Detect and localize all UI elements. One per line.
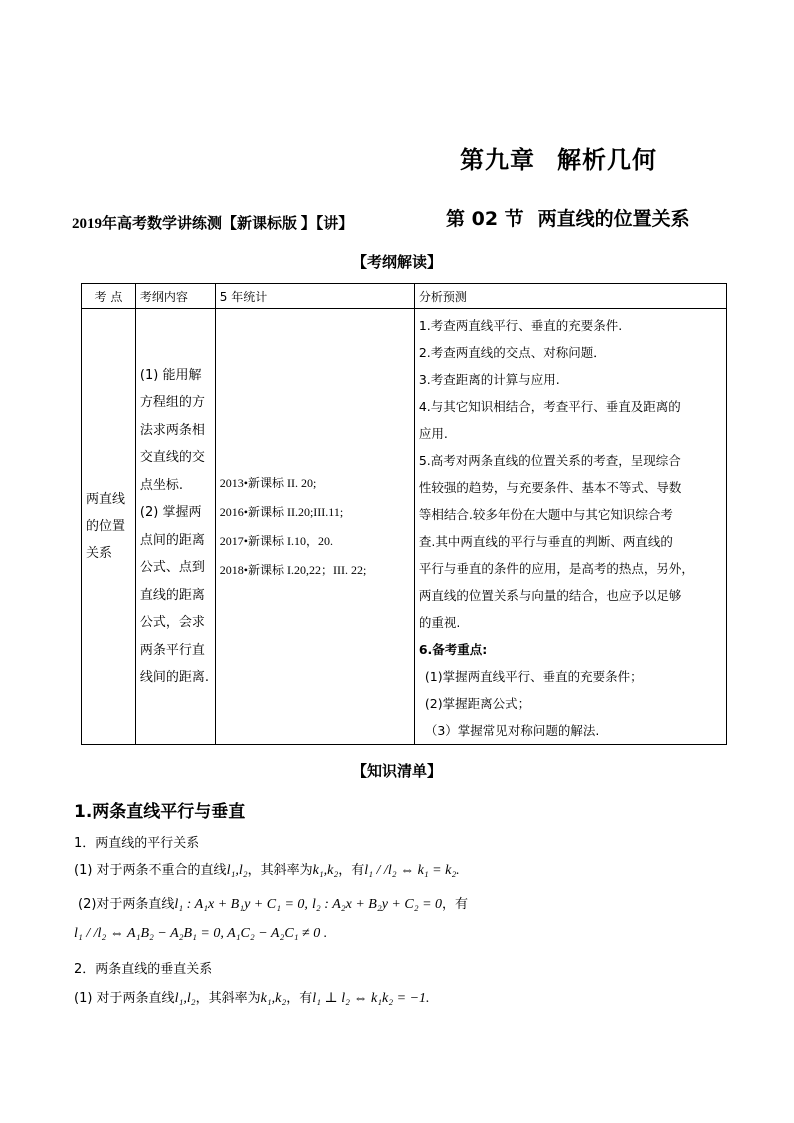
chapter-heading [460,140,657,175]
column-header: 考 点 [82,284,136,309]
requirement-cell: (1) 能用解 方程组的方 法求两条相 交直线的交 点坐标. (2) 掌握两 点间的距离 公式、点到 直线的距离 公式，会求 两条平行直 线间的距离. [135,309,215,745]
section-title [446,204,690,231]
focus-item: (1)掌握两直线平行、垂直的充要条件； [424,669,643,684]
section-1-title: 1.两条直线平行与垂直 [74,802,246,822]
paragraph: (1) 对于两条不重合的直线l₁,l₂，其斜率为k₁,k₂，有l₁ / /l₂ ⇔ k₁ = k₂. [74,863,460,878]
chapter-title: 解析几何 [557,145,657,174]
table-header-row [82,284,727,309]
column-header: 考纲内容 [135,284,215,309]
subheading: 2．两条直线的垂直关系 [74,962,213,977]
column-header: 分析预测 [414,284,726,309]
math-expression: l₁,l₂ [226,863,248,878]
math-expression: k₁,k₂ [260,991,287,1006]
section-name: 两直线的位置关系 [537,208,690,230]
paragraph [74,926,327,942]
paragraph: (1) 对于两条直线l₁,l₂，其斜率为k₁,k₂，有l₁ ⊥ l₂ ⇔ k₁k₂ = −1. [74,991,430,1006]
subheading: 1．两直线的平行关系 [74,836,200,851]
chapter-label: 第九章 [460,145,535,174]
syllabus-heading: 【考纲解读】 [351,253,442,271]
math-formula: l₂ : A₂x + B₂y + C₂ = 0 [312,897,443,912]
math-formula: l₁ : A₁x + B₁y + C₁ = 0, [174,897,308,912]
section-label: 第 02 节 [446,208,524,230]
math-formula: l₁ / /l₂ ⇔ k₁ = k₂. [364,863,460,878]
focus-item: （3）掌握常见对称问题的解法. [424,723,600,738]
math-expression: l₁,l₂ [174,991,196,1006]
math-formula: l₁ / /l₂ ⇔ A₁B₂ − A₂B₁ = 0, A₁C₂ − A₂C₁ ≠ 0 . [74,926,328,941]
prediction-cell: 1.考查两直线平行、垂直的充要条件. 2.考查两直线的交点、对称问题． 3.考查距离的计算与应用. 4.与其它知识相结合，考查平行、垂直及距离的 应用. 5.高考对两条直线的位置关系的考查，呈现综合 性较强的趋势，与充要条件、基本不等式、导数 等相结合.较多年份在大题中与其它知识综合考 查.其中两直线的平行与垂直的判断、两直线的 平行与垂直的条件的应用，是高考的热点，另外， 两直线的位置关系与向量的结合，也应予以足够 的重视. 6.备考重点: (1)掌握两直线平行、垂直的充要条件； (2)掌握距离公式； （3）掌握常见对称问题的解法. [414,309,726,745]
table-row [82,309,727,745]
series-title: 2019年高考数学讲练测【新课标版 】【讲】 [72,216,354,232]
syllabus-table [81,283,727,745]
topic-cell: 两直线 的位置 关系 [82,309,136,745]
knowledge-heading: 【知识清单】 [351,762,442,780]
focus-item: (2)掌握距离公式； [424,696,531,711]
paragraph: (2)对于两条直线l₁ : A₁x + B₁y + C₁ = 0, l₂ : A₂x + B₂y + C₂ = 0，有 [78,897,469,912]
column-header: 5 年统计 [215,284,414,309]
focus-title: 6.备考重点: [418,642,488,657]
math-formula: l₁ ⊥ l₂ ⇔ k₁k₂ = −1. [312,991,430,1006]
stats-cell: 2013•新课标 II. 20; 2016•新课标 II.20;III.11; 2017•新课标 I.10，20. 2018•新课标 I.20,22；III. 22; [215,309,414,745]
title-row [72,204,722,234]
math-expression: k₁,k₂ [312,863,339,878]
